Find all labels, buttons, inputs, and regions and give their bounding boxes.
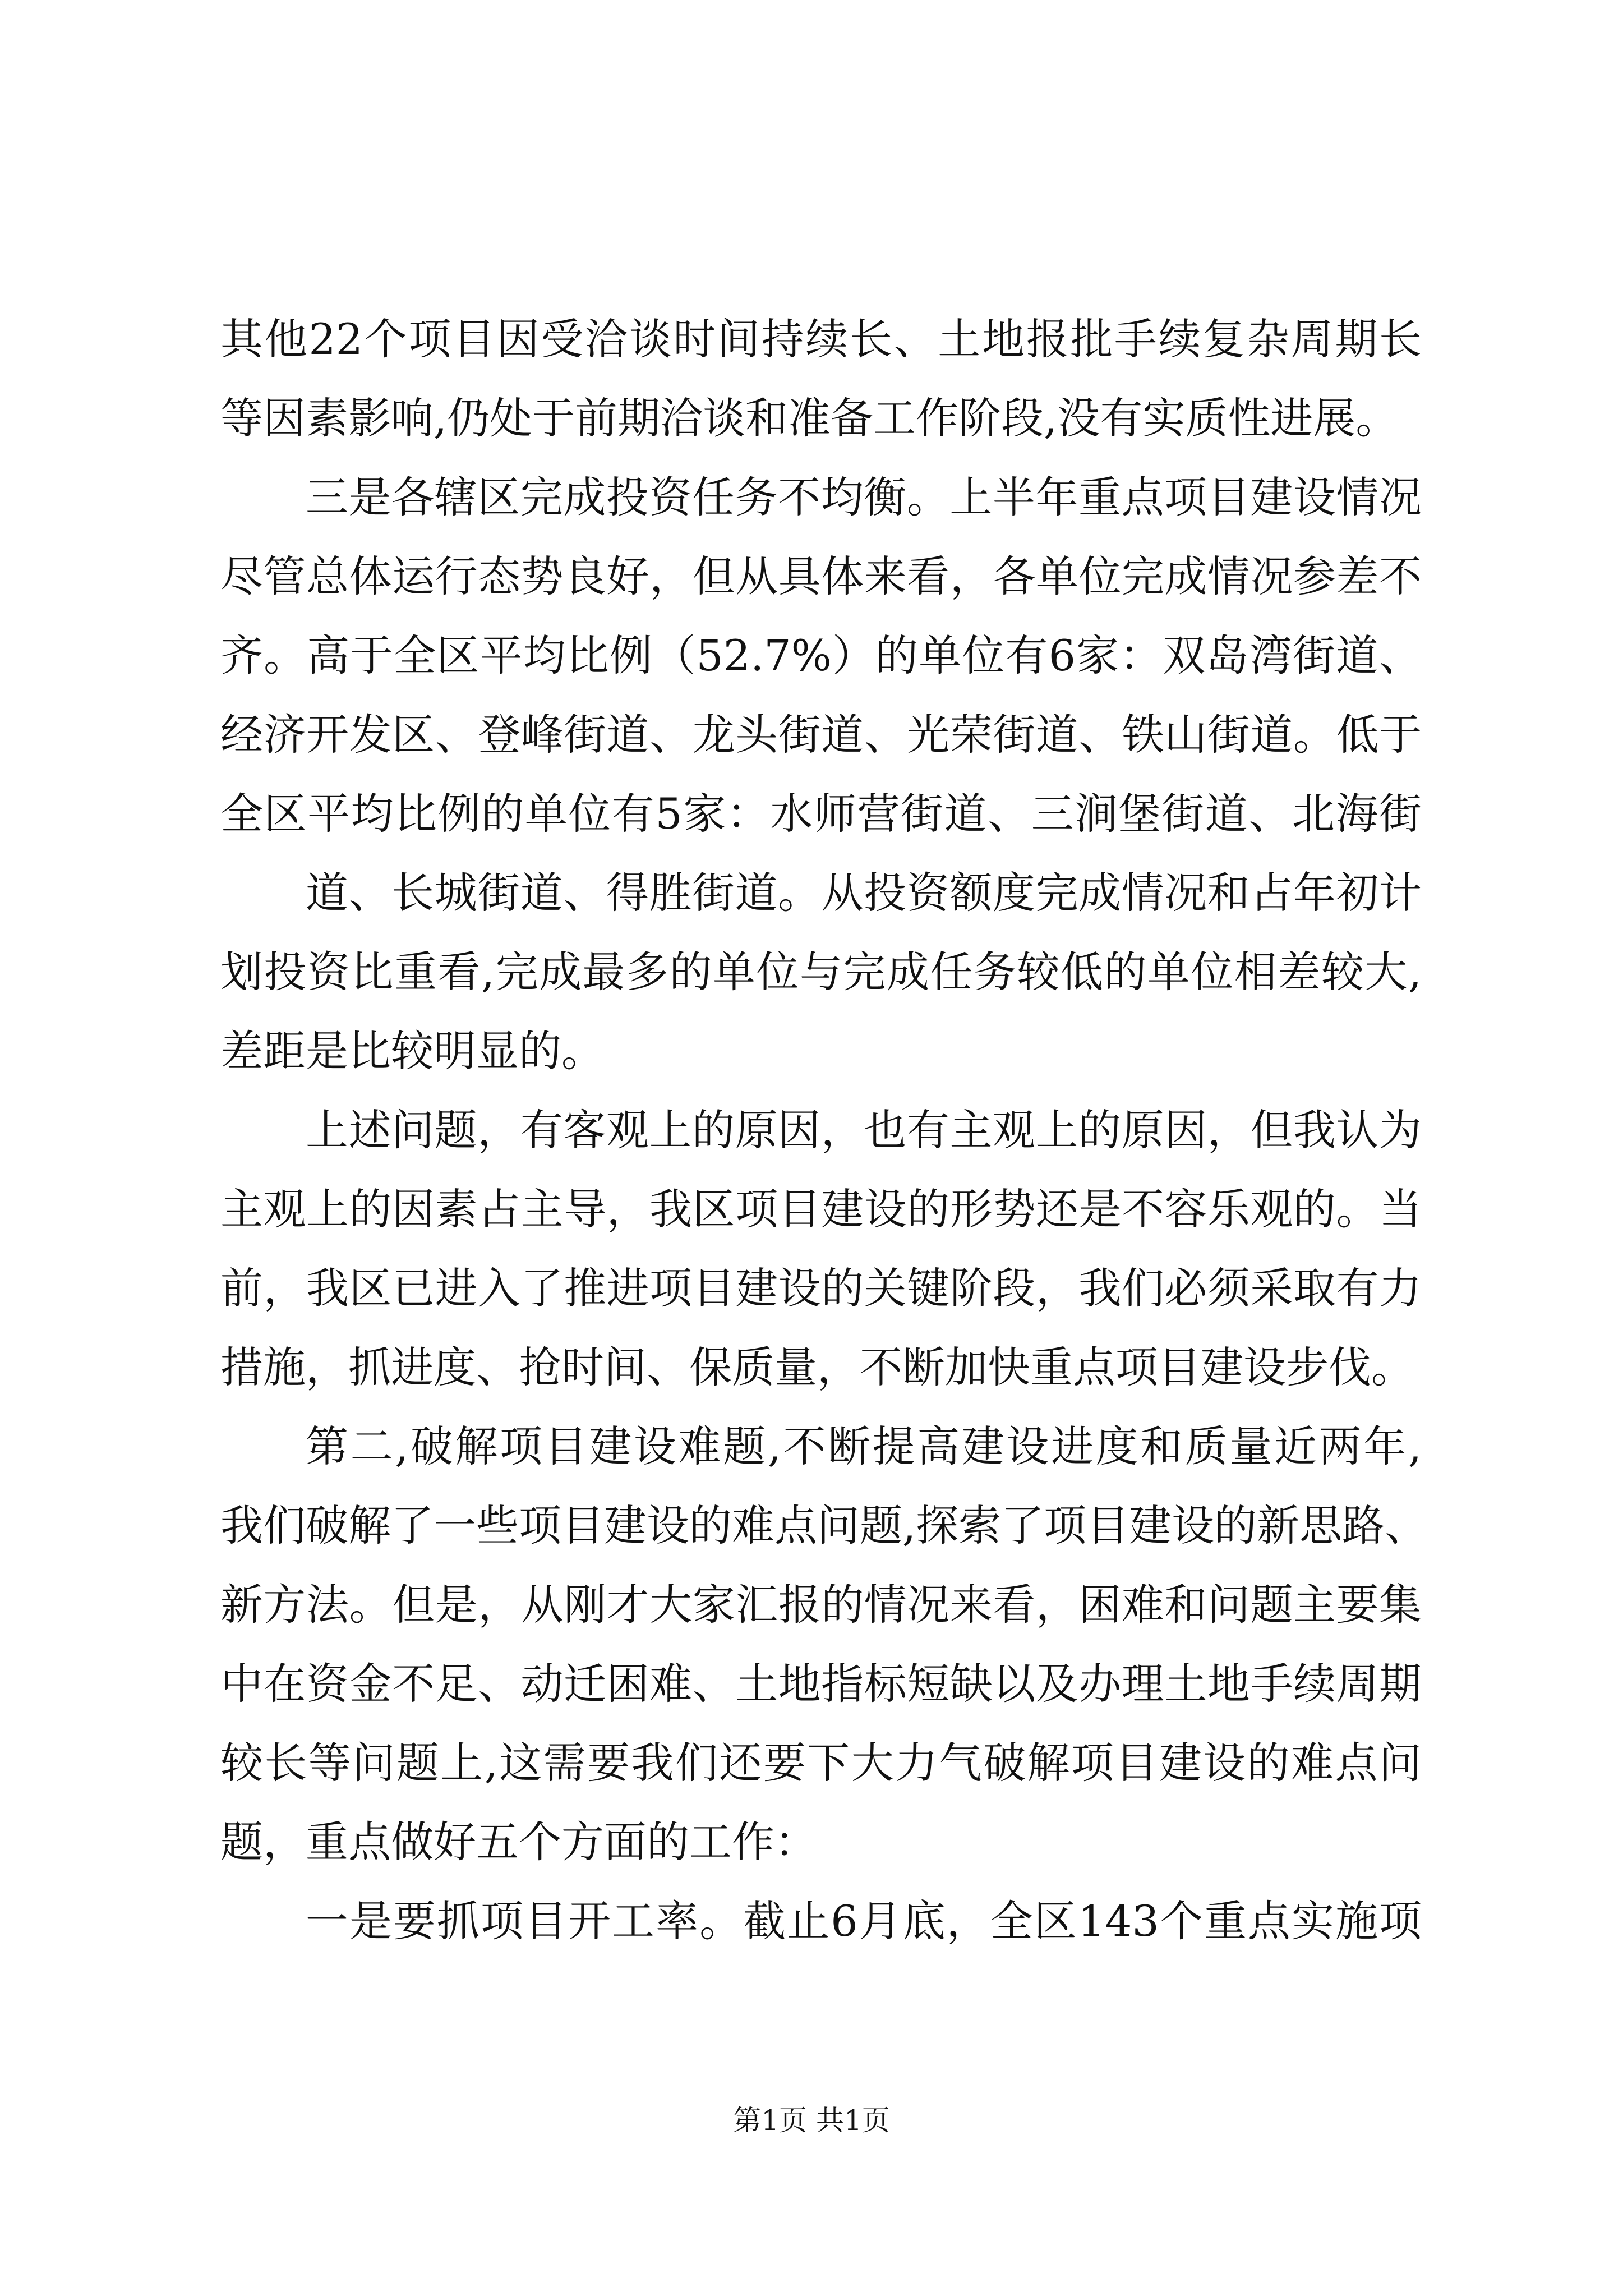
text-line: 等因素影响,仍处于前期洽谈和准备工作阶段,没有实质性进展。 — [220, 393, 1399, 443]
document-body — [220, 300, 1428, 1961]
text-line: 其他22个项目因受洽谈时间持续长、土地报批手续复杂周期长 — [220, 314, 1422, 364]
text-line: 差距是比较明显的。 — [220, 1026, 604, 1076]
paragraph-start-line: 一是要抓项目开工率。截止6月底，全区143个重点实施项 — [306, 1896, 1422, 1946]
text-line: 经济开发区、登峰街道、龙头街道、光荣街道、铁山街道。低于 — [220, 710, 1422, 760]
text-line: 新方法。但是，从刚才大家汇报的情况来看，困难和问题主要集 — [220, 1580, 1422, 1630]
text-line: 齐。高于全区平均比例（52.7%）的单位有6家：双岛湾街道、 — [220, 631, 1422, 680]
text-line: 较长等问题上,这需要我们还要下大力气破解项目建设的难点问 — [220, 1738, 1422, 1788]
text-line: 主观上的因素占主导，我区项目建设的形势还是不容乐观的。当 — [220, 1184, 1422, 1234]
text-line: 中在资金不足、动迁困难、土地指标短缺以及办理土地手续周期 — [220, 1659, 1422, 1709]
text-line: 措施，抓进度、抢时间、保质量，不断加快重点项目建设步伐。 — [220, 1342, 1414, 1392]
paragraph-start-line: 上述问题，有客观上的原因，也有主观上的原因，但我认为 — [306, 1105, 1422, 1155]
text-line: 尽管总体运行态势良好，但从具体来看，各单位完成情况参差不 — [220, 551, 1422, 601]
paragraph-start-line: 第二,破解项目建设难题,不断提高建设进度和质量近两年, — [306, 1421, 1422, 1471]
page-number: 第1页 共1页 — [733, 2104, 890, 2137]
text-line: 道、长城街道、得胜街道。从投资额度完成情况和占年初计 — [306, 868, 1422, 918]
text-line: 前，我区已进入了推进项目建设的关键阶段，我们必须采取有力 — [220, 1263, 1422, 1313]
text-line: 划投资比重看,完成最多的单位与完成任务较低的单位相差较大, — [220, 947, 1422, 997]
text-line: 题，重点做好五个方面的工作： — [220, 1817, 817, 1867]
text-line: 全区平均比例的单位有5家：水师营街道、三涧堡街道、北海街 — [220, 789, 1422, 839]
page-footer — [0, 2101, 1623, 2140]
paragraph-start-line: 三是各辖区完成投资任务不均衡。上半年重点项目建设情况 — [306, 472, 1422, 522]
text-line: 我们破解了一些项目建设的难点问题,探索了项目建设的新思路、 — [220, 1501, 1428, 1550]
